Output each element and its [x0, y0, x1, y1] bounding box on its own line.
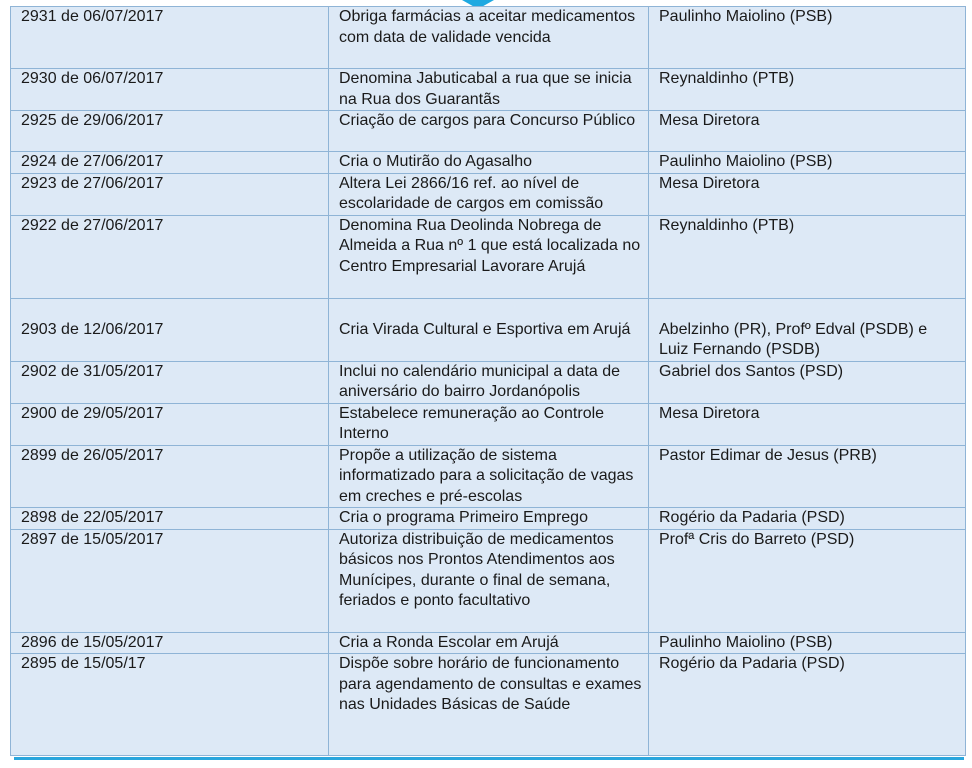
- table-row: [11, 508, 966, 530]
- law-number-cell: 2903 de 12/06/2017: [11, 298, 329, 361]
- law-description-cell: Propõe a utilização de sistema informatizado para a solicitação de vagas em creches e pré-escolas: [329, 445, 649, 508]
- table-row: [11, 152, 966, 174]
- law-author-cell: Paulinho Maiolino (PSB): [649, 7, 966, 69]
- law-author-cell: Rogério da Padaria (PSD): [649, 654, 966, 756]
- bottom-divider: [14, 757, 964, 760]
- law-description-cell: Dispõe sobre horário de funcionamento para agendamento de consultas e exames nas Unidades Básicas de Saúde: [329, 654, 649, 756]
- law-number-cell: 2898 de 22/05/2017: [11, 508, 329, 530]
- table-row: [11, 529, 966, 632]
- law-description-cell: Denomina Jabuticabal a rua que se inicia na Rua dos Guarantãs: [329, 69, 649, 111]
- law-number-cell: 2895 de 15/05/17: [11, 654, 329, 756]
- table-row: [11, 298, 966, 361]
- law-number-cell: 2899 de 26/05/2017: [11, 445, 329, 508]
- law-author-cell: Mesa Diretora: [649, 173, 966, 215]
- law-description-cell: Inclui no calendário municipal a data de aniversário do bairro Jordanópolis: [329, 361, 649, 403]
- law-description-cell: Autoriza distribuição de medicamentos básicos nos Prontos Atendimentos aos Munícipes, durante o final de semana, feriados e ponto facultativo: [329, 529, 649, 632]
- table-row: [11, 7, 966, 69]
- law-author-cell: Paulinho Maiolino (PSB): [649, 152, 966, 174]
- law-description-cell: Criação de cargos para Concurso Público: [329, 111, 649, 152]
- law-number-cell: 2900 de 29/05/2017: [11, 403, 329, 445]
- table-row: [11, 632, 966, 654]
- law-description-cell: Cria o programa Primeiro Emprego: [329, 508, 649, 530]
- law-author-cell: Mesa Diretora: [649, 111, 966, 152]
- table-row: [11, 403, 966, 445]
- law-description-cell: Estabelece remuneração ao Controle Interno: [329, 403, 649, 445]
- law-number-cell: 2923 de 27/06/2017: [11, 173, 329, 215]
- law-author-cell: Abelzinho (PR), Profº Edval (PSDB) e Luiz Fernando (PSDB): [649, 298, 966, 361]
- law-author-cell: Mesa Diretora: [649, 403, 966, 445]
- law-number-cell: 2931 de 06/07/2017: [11, 7, 329, 69]
- table-row: [11, 111, 966, 152]
- table-row: [11, 173, 966, 215]
- law-author-cell: Paulinho Maiolino (PSB): [649, 632, 966, 654]
- law-description-cell: Obriga farmácias a aceitar medicamentos com data de validade vencida: [329, 7, 649, 69]
- law-description-cell: Altera Lei 2866/16 ref. ao nível de escolaridade de cargos em comissão: [329, 173, 649, 215]
- table-row: [11, 445, 966, 508]
- law-number-cell: 2897 de 15/05/2017: [11, 529, 329, 632]
- law-description-cell: Denomina Rua Deolinda Nobrega de Almeida a Rua nº 1 que está localizada no Centro Empresarial Lavorare Arujá: [329, 215, 649, 298]
- law-number-cell: 2924 de 27/06/2017: [11, 152, 329, 174]
- table-row: [11, 654, 966, 756]
- law-author-cell: Gabriel dos Santos (PSD): [649, 361, 966, 403]
- law-description-cell: Cria Virada Cultural e Esportiva em Arujá: [329, 298, 649, 361]
- law-author-cell: Profª Cris do Barreto (PSD): [649, 529, 966, 632]
- table-row: [11, 361, 966, 403]
- law-number-cell: 2896 de 15/05/2017: [11, 632, 329, 654]
- law-number-cell: 2930 de 06/07/2017: [11, 69, 329, 111]
- law-number-cell: 2922 de 27/06/2017: [11, 215, 329, 298]
- law-description-cell: Cria o Mutirão do Agasalho: [329, 152, 649, 174]
- law-number-cell: 2925 de 29/06/2017: [11, 111, 329, 152]
- law-description-cell: Cria a Ronda Escolar em Arujá: [329, 632, 649, 654]
- law-author-cell: Pastor Edimar de Jesus (PRB): [649, 445, 966, 508]
- laws-table: [10, 6, 966, 756]
- law-number-cell: 2902 de 31/05/2017: [11, 361, 329, 403]
- law-author-cell: Reynaldinho (PTB): [649, 215, 966, 298]
- law-author-cell: Rogério da Padaria (PSD): [649, 508, 966, 530]
- table-row: [11, 215, 966, 298]
- law-author-cell: Reynaldinho (PTB): [649, 69, 966, 111]
- table-row: [11, 69, 966, 111]
